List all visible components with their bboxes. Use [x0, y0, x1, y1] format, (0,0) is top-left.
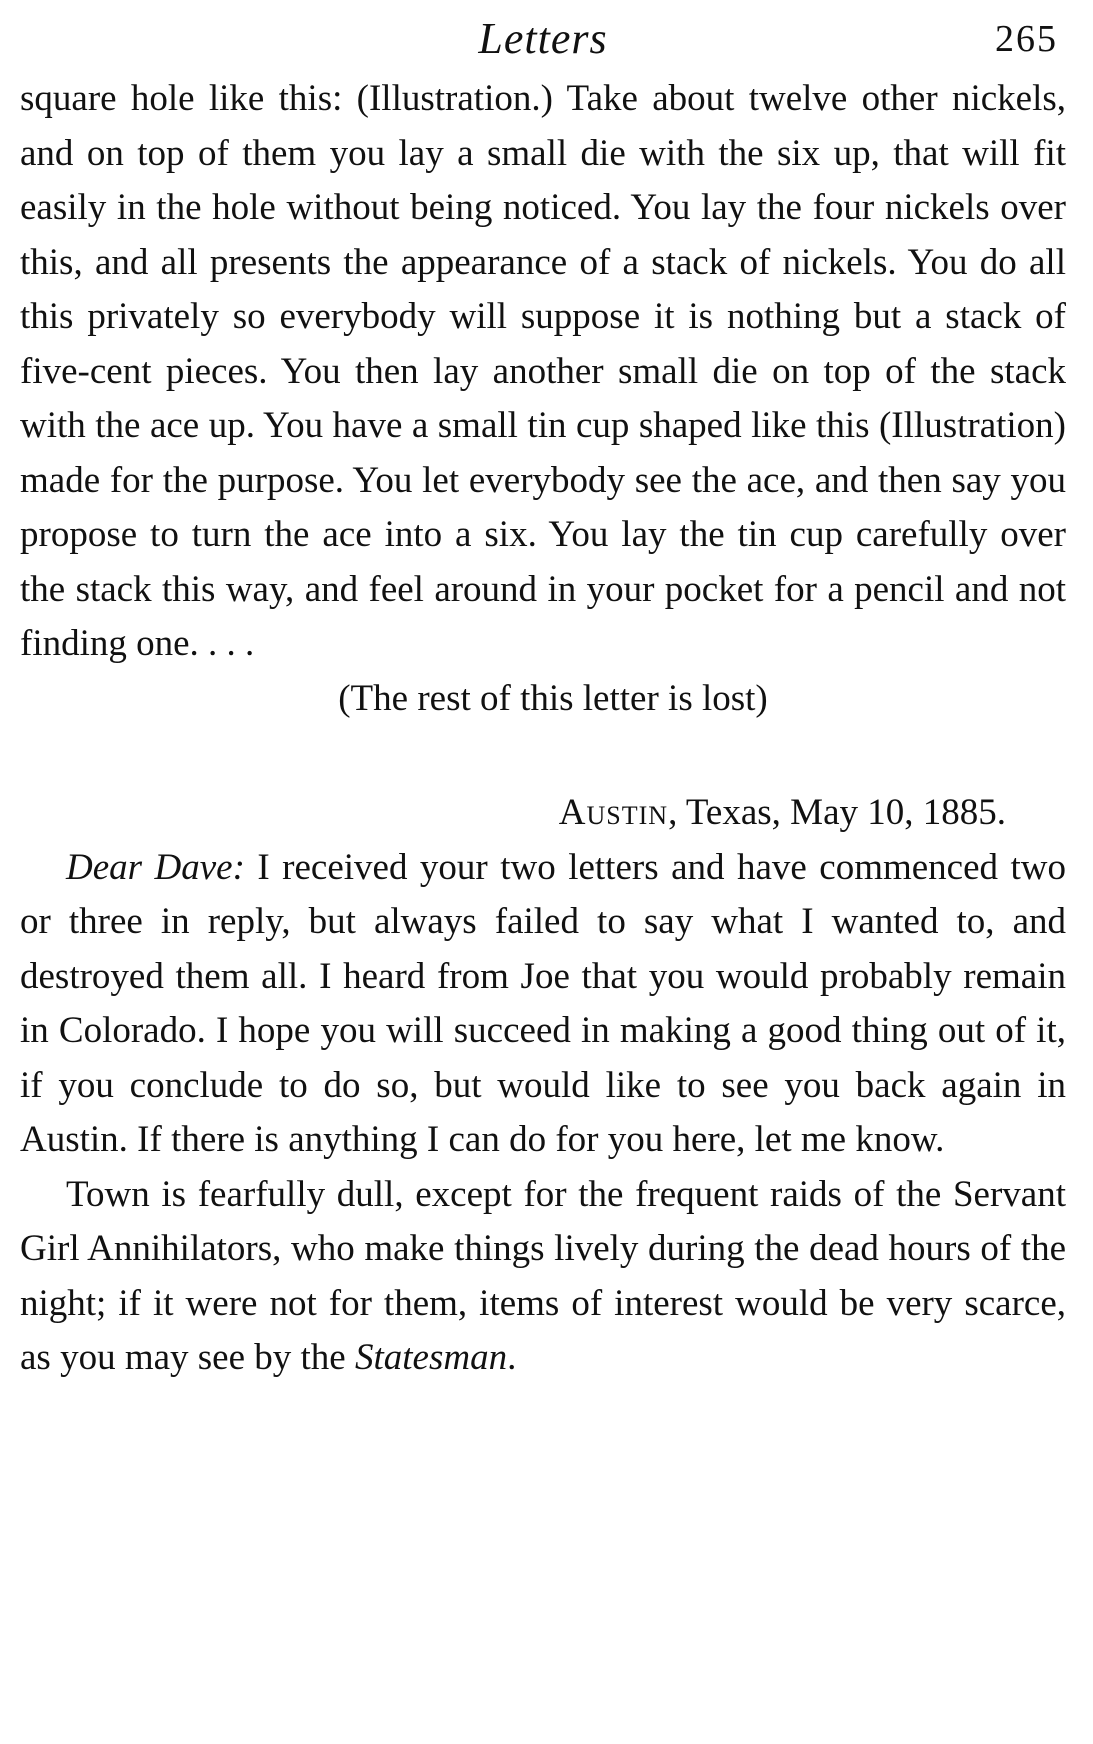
letter-paragraph-1 — [20, 841, 1066, 1168]
dateline-place-date: , Texas, May 10, 1885. — [668, 792, 1006, 833]
letter-fragment-paragraph: square hole like this: (Illustration.) Take about twelve other nickels, and on top of them you lay a small die with the six up, that will fit easily in the hole without being noticed. You lay the four nickels over this, and all presents the appearance of a stack of nickels. You do all this privately so everybody will suppose it is nothing but a stack of five-cent pieces. You then lay another small die on top of the stack with the ace up. You have a small tin cup shaped like this (Illustration) made for the purpose. You let everybody see the ace, and then say you propose to turn the ace into a six. You lay the tin cup carefully over the stack this way, and feel around in your pocket for a pencil and not finding one. . . . — [20, 78, 1066, 664]
running-title: Letters — [478, 14, 608, 63]
page-number: 265 — [995, 18, 1058, 60]
letter-paragraph-2 — [20, 1168, 1066, 1386]
letter-paragraph-2-text: Town is fearfully dull, except for the frequent raids of the Servant Girl Annihilators, who make things lively during the dead hours of the night; if it were not for them, items of interest would be very scarce, as you may see by the — [20, 1173, 1066, 1378]
book-page — [20, 0, 1066, 1386]
salutation: Dear Dave: — [66, 846, 245, 888]
letter-paragraph-1-text: I received your two letters and have commenced two or three in reply, but always failed to say what I wanted to, and destroyed them all. I heard from Joe that you would probably remain in Colorado. I hope you will succeed in making a good thing out of it, if you conclude to do so, but would like to see you back again in Austin. If there is anything I can do for you here, let me know. — [20, 846, 1066, 1160]
letter-dateline — [20, 786, 1066, 841]
letter-paragraph-2-end: . — [507, 1337, 517, 1378]
section-gap — [20, 726, 1066, 786]
dateline-city: Austin — [558, 792, 669, 833]
newspaper-title: Statesman — [354, 1337, 508, 1378]
page-header — [20, 0, 1066, 72]
lost-letter-note: (The rest of this letter is lost) — [338, 677, 768, 719]
